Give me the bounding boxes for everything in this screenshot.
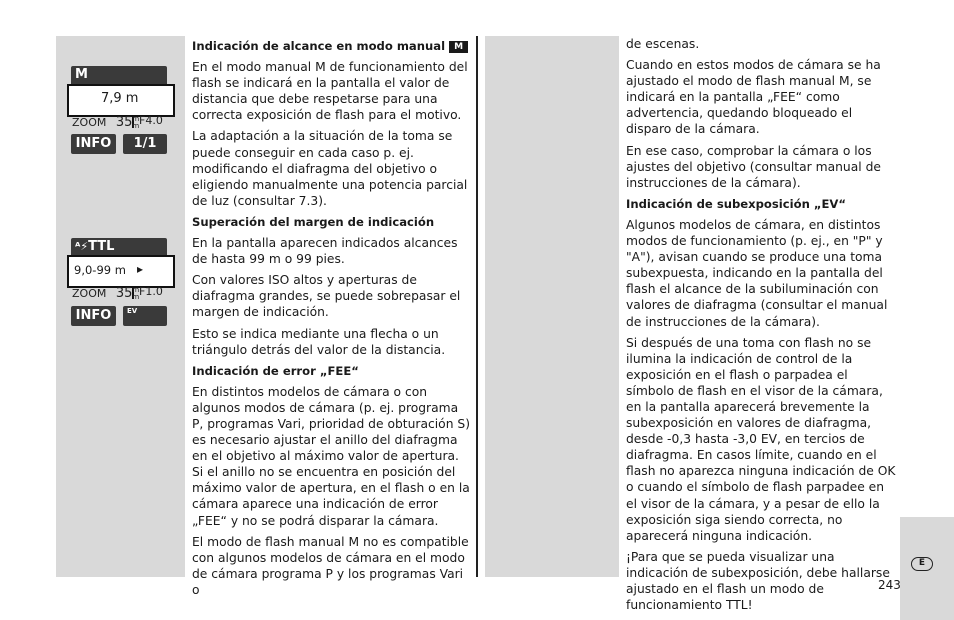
heading-fee-error: Indicación de error „FEE“ [192,363,359,378]
paragraph: Esto se indica mediante una flecha o un triángulo detrás del valor de la distancia. [192,326,446,357]
display2-zoom-sub: m [132,293,140,301]
display1-mode-bar [71,66,167,86]
display2-zoom-sup: m [132,286,140,294]
display1-zoom-readout [72,114,163,130]
display1-aperture: F4.0 [139,114,163,127]
flash-auto-icon: ᴬ⚡ [75,240,89,253]
paragraph: La adaptación a la situación de la toma se puede conseguir en cada caso p. ej. modificando el diafragma del objetivo o eligiendo manualmente una potencia parcial de luz (consultar 7.3). [192,129,468,208]
display1-zoom-value: 35 [115,115,133,130]
display2-range-field [67,255,175,288]
display1-zoom-sub: m [132,122,140,130]
display2-zoom-label: ZOOM [72,287,107,300]
display2-info-button[interactable]: INFO [71,306,116,326]
display1-page-button[interactable]: 1/1 [123,134,167,154]
paragraph: En el modo manual M de funcionamiento del flash se indicará en la pantalla el valor de distancia que debe respetarse para una correcta exposición de flash para el motivo. [192,60,468,123]
display2-mode: TTL [88,239,115,254]
paragraph: ¡Para que se pueda visualizar una indicación de subexposición, debe hallarse ajustado en el flash un modo de funcionamiento TTL! [626,549,890,613]
paragraph: En ese caso, comprobar la cámara o los ajustes del objetivo (consultar manual de instrucciones de la cámara). [626,143,881,190]
display1-mode: M [75,67,88,82]
display1-zoom-label: ZOOM [72,116,107,129]
paragraph: de escenas. [626,37,700,51]
middle-gray-panel [485,36,619,577]
display1-distance-field [67,84,175,117]
heading-range-exceeded: Superación del margen de indicación [192,214,435,229]
paragraph: En distintos modelos de cámara o con algunos modos de cámara (p. ej. programa P, programas Vari, prioridad de obturación S) es necesario ajustar el anillo del diafragma en el objetivo al máximo valor de apertura. Si el anillo no se encuentra en posición del máximo valor de apertura, en el flash o en la cámara aparece una indicación de error „FEE“ y no se podrá disparar la cámara. [192,384,471,528]
display2-range: 9,0-99 m [74,263,126,277]
paragraph: El modo de flash manual M no es compatible con algunos modelos de cámara en el modo de cámara programa P y los programas Vari o [192,534,469,597]
paragraph: Con valores ISO altos y aperturas de diafragma grandes, se puede sobrepasar el margen de indicación. [192,273,461,320]
display2-aperture: F1.0 [139,285,163,298]
display1-zoom-sup: m [132,115,140,123]
column-divider [476,36,478,577]
paragraph: Cuando en estos modos de cámara se ha ajustado el modo de flash manual M, se indicará en la pantalla „FEE“ como advertencia, quedando bloqueado el disparo de la cámara. [626,58,881,137]
heading-manual-range: Indicación de alcance en modo manual M [192,38,470,54]
heading-underexposure: Indicación de subexposición „EV“ [626,196,847,211]
display1-distance: 7,9 m [101,91,139,106]
page-number: 243 [878,578,901,592]
paragraph: Algunos modelos de cámara, en distintos modos de funcionamiento (p. ej., en "P" y "A"), avisan cuando se produce una toma subexpuesta, indicando en la pantalla del flash el alcance de la subiluminación con valores de diafragma (consultar el manual de instrucciones de la cámara). [626,217,888,329]
overrange-arrow-icon: ▸ [137,262,144,276]
display2-zoom-readout [72,285,163,301]
manual-mode-badge: M [449,41,468,53]
display2-ev-label: EV [127,307,138,315]
paragraph: Si después de una toma con flash no se ilumina la indicación de control de la exposición en el flash o parpadea el símbolo de flash en el visor de la cámara, en la pantalla aparecerá brevemente la subexposición en valores de diafragma, desde -0,3 hasta -3,0 EV, en tercios de diafragma. En casos límite, cuando en el flash no aparezca ninguna indicación de OK o cuando el símbolo de flash parpadee en el visor de la cámara, y a pesar de ello la exposición siga siendo correcta, no aparecerá ninguna indicación. [626,335,896,543]
paragraph: En la pantalla aparecen indicados alcances de hasta 99 m o 99 pies. [192,236,458,267]
display2-ev-button[interactable] [123,306,167,326]
language-badge: E [911,557,933,571]
display2-zoom-value: 35 [115,286,133,301]
display1-info-button[interactable]: INFO [71,134,116,154]
right-text-column [626,36,898,618]
left-text-column [192,38,470,603]
